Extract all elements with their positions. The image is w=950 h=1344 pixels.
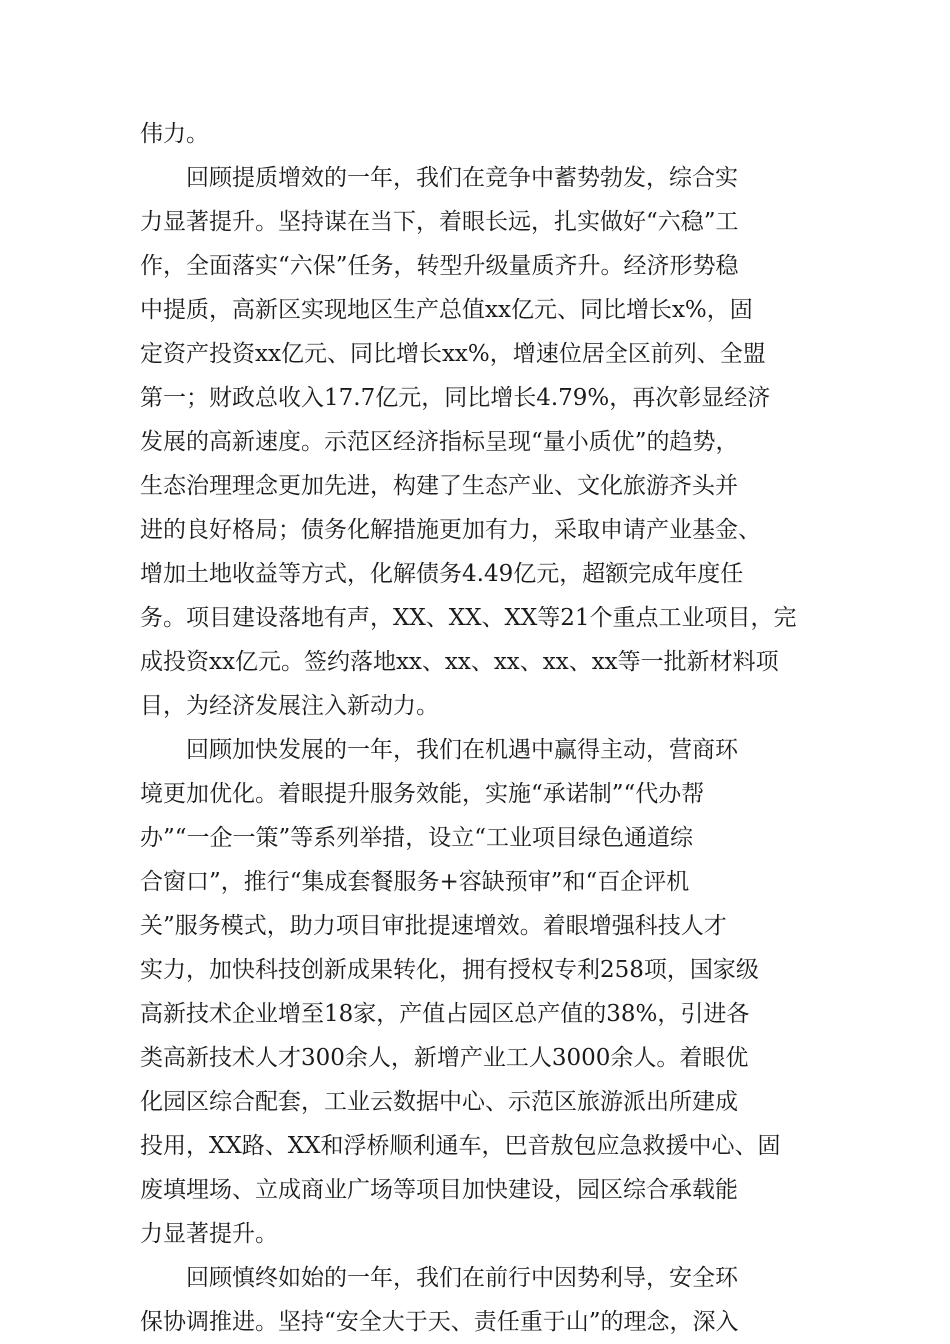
text-line: 定资产投资xx亿元、同比增长xx%，增速位居全区前列、全盟 (140, 341, 766, 367)
paragraph-continuation (140, 112, 840, 156)
paragraph-safety-environment (140, 1256, 840, 1344)
text-line: 增加土地收益等方式，化解债务4.49亿元，超额完成年度任 (140, 561, 744, 587)
text-line: 作，全面落实“六保”任务，转型升级量质齐升。经济形势稳 (140, 253, 739, 279)
paragraph-quality-efficiency (140, 156, 840, 728)
text-line: 力显著提升。坚持谋在当下，着眼长远，扎实做好“六稳”工 (140, 209, 739, 235)
text-line: 进的良好格局；债务化解措施更加有力，采取申请产业基金、 (140, 517, 761, 543)
text-line: 保协调推进。坚持“安全大于天、责任重于山”的理念，深入 (140, 1309, 739, 1335)
text-line: 化园区综合配套，工业云数据中心、示范区旅游派出所建成 (140, 1089, 738, 1115)
text-line: 目，为经济发展注入新动力。 (140, 693, 439, 719)
paragraph-accelerated-development (140, 728, 840, 1256)
text-line: 办”“一企一策”等系列举措，设立“工业项目绿色通道综 (140, 825, 694, 851)
text-line: 伟力。 (140, 121, 209, 147)
text-line: 高新技术企业增至18家，产值占园区总产值的38%，引进各 (140, 1001, 750, 1027)
text-line: 废填埋场、立成商业广场等项目加快建设，园区综合承载能 (140, 1177, 738, 1203)
text-line: 成投资xx亿元。签约落地xx、xx、xx、xx、xx等一批新材料项 (140, 649, 779, 675)
text-line: 回顾提质增效的一年，我们在竞争中蓄势勃发，综合实 (186, 165, 738, 191)
text-line: 境更加优化。着眼提升服务效能，实施“承诺制”“代办帮 (140, 781, 705, 807)
text-line: 投用，XX路、XX和浮桥顺利通车，巴音敖包应急救援中心、固 (140, 1133, 781, 1159)
text-line: 发展的高新速度。示范区经济指标呈现“量小质优”的趋势， (140, 429, 739, 455)
text-line: 务。项目建设落地有声，XX、XX、XX等21个重点工业项目，完 (140, 605, 797, 631)
text-line: 回顾加快发展的一年，我们在机遇中赢得主动，营商环 (186, 737, 738, 763)
text-line: 合窗口”，推行“集成套餐服务+容缺预审”和“百企评机 (140, 869, 690, 895)
text-line: 第一；财政总收入17.7亿元，同比增长4.79%，再次彰显经济 (140, 385, 771, 411)
document-body (140, 112, 840, 1344)
text-line: 力显著提升。 (140, 1221, 278, 1247)
text-line: 类高新技术人才300余人，新增产业工人3000余人。着眼优 (140, 1045, 749, 1071)
text-line: 实力，加快科技创新成果转化，拥有授权专利258项，国家级 (140, 957, 759, 983)
text-line: 生态治理理念更加先进，构建了生态产业、文化旅游齐头并 (140, 473, 738, 499)
text-line: 关”服务模式，助力项目审批提速增效。着眼增强科技人才 (140, 913, 727, 939)
text-line: 回顾慎终如始的一年，我们在前行中因势利导，安全环 (186, 1265, 738, 1291)
text-line: 中提质，高新区实现地区生产总值xx亿元、同比增长x%，固 (140, 297, 753, 323)
